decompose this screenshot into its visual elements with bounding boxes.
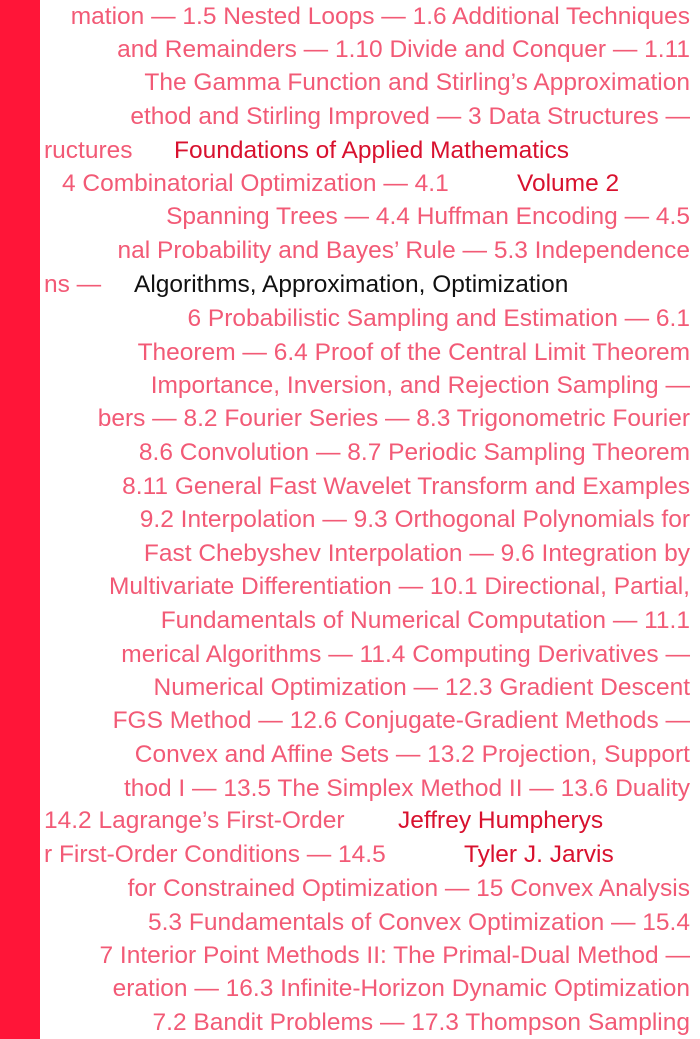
background-text-line: Importance, Inversion, and Rejection Sampling — bbox=[150, 372, 690, 399]
author-block-margin bbox=[634, 804, 700, 872]
background-text-line: ns — bbox=[44, 271, 102, 298]
background-text-line: Multivariate Differentiation — 10.1 Directional, Partial, bbox=[108, 573, 690, 600]
background-text-line: r First-Order Conditions — 14.5 bbox=[44, 841, 386, 868]
author-name: Jeffrey Humpherys bbox=[384, 804, 603, 838]
author-name: Tyler J. Jarvis bbox=[450, 838, 614, 872]
background-text-line: FGS Method — 12.6 Conjugate-Gradient Methods — bbox=[112, 707, 690, 734]
title-block-margin bbox=[634, 134, 700, 202]
background-text-line: 6 Probabilistic Sampling and Estimation — 6.1 bbox=[187, 305, 690, 332]
background-text-line: Spanning Trees — 4.4 Huffman Encoding — 4.5 bbox=[166, 203, 690, 230]
background-text-line: 8.6 Convolution — 8.7 Periodic Sampling Theorem bbox=[138, 439, 690, 466]
background-text-line: 7 Interior Point Methods II: The Primal-Dual Method — bbox=[99, 942, 690, 969]
background-text-line: and Remainders — 1.10 Divide and Conquer — 1.11 bbox=[117, 36, 690, 63]
background-text-line: Theorem — 6.4 Proof of the Central Limit Theorem bbox=[137, 339, 690, 366]
background-text-line: Numerical Optimization — 12.3 Gradient Descent bbox=[153, 674, 690, 701]
background-text-line: 9.2 Interpolation — 9.3 Orthogonal Polynomials for bbox=[139, 506, 690, 533]
background-text-line: nal Probability and Bayes’ Rule — 5.3 Independence bbox=[117, 237, 690, 264]
background-text-line: Fast Chebyshev Interpolation — 9.6 Integration by bbox=[143, 540, 690, 567]
background-text-line: The Gamma Function and Stirling’s Approximation bbox=[144, 69, 690, 96]
background-text-line: Fundamentals of Numerical Computation — 11.1 bbox=[160, 607, 690, 634]
volume-label: Volume 2 bbox=[505, 167, 619, 201]
background-text-line: 8.11 General Fast Wavelet Transform and Examples bbox=[122, 473, 690, 500]
background-text-line: 14.2 Lagrange’s First-Order bbox=[44, 807, 345, 834]
book-subtitle: Algorithms, Approximation, Optimization bbox=[108, 268, 568, 302]
background-text-line: Convex and Affine Sets — 13.2 Projection, Support bbox=[134, 741, 690, 768]
background-text-line: bers — 8.2 Fourier Series — 8.3 Trigonometric Fourier bbox=[97, 405, 690, 432]
background-text-line: ructures bbox=[44, 137, 133, 164]
background-text-line: 7.2 Bandit Problems — 17.3 Thompson Sampling bbox=[152, 1009, 690, 1036]
background-text-line: ethod and Stirling Improved — 3 Data Structures — bbox=[130, 103, 690, 130]
book-title: Foundations of Applied Mathematics bbox=[162, 134, 569, 168]
background-text-line: thod I — 13.5 The Simplex Method II — 13.6 Duality bbox=[123, 775, 690, 802]
background-text-line: merical Algorithms — 11.4 Computing Derivatives — bbox=[121, 641, 690, 668]
background-text-line: eration — 16.3 Infinite-Horizon Dynamic Optimization bbox=[112, 975, 690, 1002]
background-text-line: for Constrained Optimization — 15 Convex Analysis bbox=[127, 875, 690, 902]
background-text-line: 4 Combinatorial Optimization — 4.1 bbox=[62, 170, 449, 197]
subtitle-block-margin bbox=[634, 268, 700, 302]
background-text-line: mation — 1.5 Nested Loops — 1.6 Additional Techniques bbox=[70, 3, 690, 30]
red-spine-bar bbox=[0, 0, 40, 1039]
background-text-line: 5.3 Fundamentals of Convex Optimization — 15.4 bbox=[147, 909, 690, 936]
